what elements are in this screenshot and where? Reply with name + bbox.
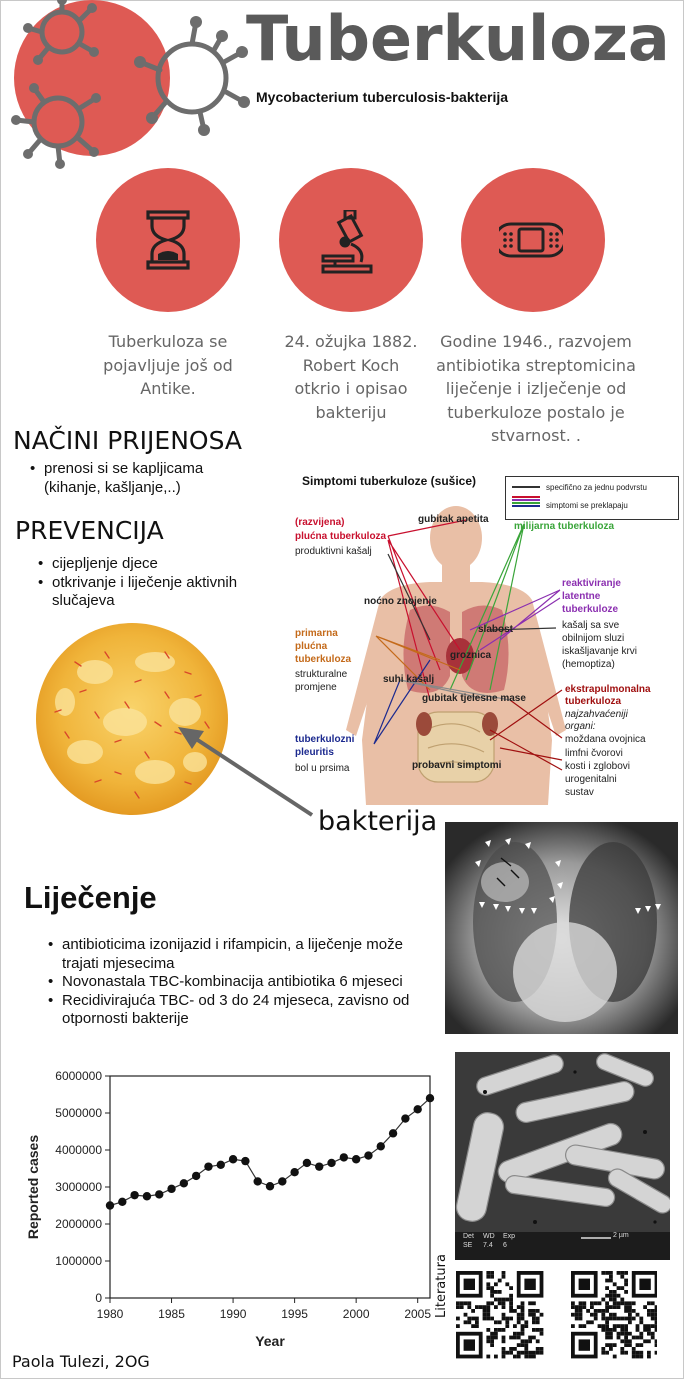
label-najzahvaceniji: najzahvaćeniji <box>565 709 628 720</box>
sem-wd: WD <box>483 1233 495 1240</box>
y-tick-label: 4000000 <box>55 1143 102 1157</box>
data-point <box>217 1161 225 1169</box>
list-item: • cijepljenje djece <box>34 555 274 574</box>
label-strukturalne: strukturalne <box>295 669 348 680</box>
x-tick-label: 1995 <box>281 1307 308 1321</box>
label-promjene: promjene <box>295 682 337 693</box>
cases-chart-svg <box>20 1062 440 1352</box>
bacteria-label: bakterija <box>318 806 438 837</box>
label-limfni: limfni čvorovi <box>565 748 623 759</box>
label-suhi: suhi kašalj <box>383 674 435 685</box>
x-tick-label: 1980 <box>96 1307 124 1321</box>
bacteria-sem-image <box>455 1052 670 1260</box>
sem-exp-value: 6 <box>503 1242 507 1249</box>
label-primarna: primarna <box>295 628 338 639</box>
data-point <box>401 1114 409 1122</box>
y-tick-label: 3000000 <box>55 1180 102 1194</box>
data-point <box>229 1155 237 1163</box>
label-produktivni: produktivni kašalj <box>295 546 372 557</box>
data-point <box>180 1179 188 1187</box>
y-tick-label: 0 <box>95 1291 102 1305</box>
chest-xray-image <box>445 822 678 1034</box>
label-bol: bol u prsima <box>295 763 350 774</box>
page-title: Tuberkuloza <box>246 2 670 75</box>
data-point <box>278 1177 286 1185</box>
label-gubitak-apetita: gubitak apetita <box>418 514 489 525</box>
data-point <box>155 1190 163 1198</box>
fact-text-history: Tuberkuloza se pojavljuje još od Antike. <box>103 332 233 398</box>
sem-exp: Exp <box>503 1233 516 1240</box>
x-tick-label: 1990 <box>219 1307 247 1321</box>
y-tick-label: 1000000 <box>55 1254 102 1268</box>
y-tick-label: 5000000 <box>55 1106 102 1120</box>
y-tick-label: 6000000 <box>55 1069 102 1083</box>
y-axis-label: Reported cases <box>25 1134 41 1240</box>
label-raz: (razvijena) <box>295 517 345 528</box>
label-pleuritis2: pleuritis <box>295 747 334 758</box>
label-ekstra: ekstrapulmonalna <box>565 684 651 695</box>
data-point <box>266 1182 274 1190</box>
x-axis-label: Year <box>255 1333 285 1349</box>
data-point <box>426 1094 434 1102</box>
sem-wd-value: 7.4 <box>483 1242 493 1249</box>
transmission-list <box>26 460 226 497</box>
fact-circle-discovery <box>279 168 423 312</box>
sem-se: SE <box>463 1242 473 1249</box>
data-point <box>315 1162 323 1170</box>
microscope-icon <box>321 210 381 274</box>
data-point <box>143 1192 151 1200</box>
legend-entry: specifično za jednu podvrstu <box>546 483 647 492</box>
data-point <box>389 1129 397 1137</box>
data-point <box>303 1159 311 1167</box>
prevention-heading: PREVENCIJA <box>15 516 164 545</box>
label-mozdana: moždana ovojnica <box>565 734 646 745</box>
data-point <box>192 1172 200 1180</box>
label-hemoptiza: (hemoptiza) <box>562 659 615 670</box>
label-iskasljavanje: iskašljavanje krvi <box>562 646 638 657</box>
label-tuberkuloza3: tuberkuloza <box>565 696 622 707</box>
data-point <box>106 1201 114 1209</box>
bandage-icon <box>499 210 563 270</box>
label-milijarna: milijarna tuberkuloza <box>514 521 615 532</box>
hourglass-icon <box>138 210 198 270</box>
sem-scale: 2 µm <box>613 1232 629 1239</box>
x-tick-label: 2000 <box>342 1307 370 1321</box>
fact-circle-antibiotics <box>461 168 605 312</box>
data-point <box>327 1159 335 1167</box>
data-point <box>364 1151 372 1159</box>
label-urogenitalni: urogenitalni <box>565 774 617 785</box>
data-point <box>118 1198 126 1206</box>
x-tick-label: 1985 <box>158 1307 185 1321</box>
label-organi: organi: <box>565 721 596 732</box>
data-point <box>167 1185 175 1193</box>
prevention-list <box>34 555 274 611</box>
list-item: • otkrivanje i liječenje aktivnih slučajeva <box>34 574 274 611</box>
data-point <box>241 1157 249 1165</box>
qr-code-icon[interactable] <box>456 1271 546 1361</box>
data-point <box>340 1153 348 1161</box>
fact-circle-history <box>96 168 240 312</box>
data-point <box>290 1168 298 1176</box>
label-probavni: probavni simptomi <box>412 760 502 771</box>
label-tuberkuloze: tuberkuloze <box>562 604 619 615</box>
qr-code-icon[interactable] <box>571 1271 657 1359</box>
list-item: • antibioticima izonijazid i rifampicin, a liječenje može trajati mjesecima <box>44 936 442 973</box>
author-name: Paola Tulezi, 2OG <box>12 1352 150 1371</box>
label-gubitak-mase: gubitak tjelesne mase <box>422 693 526 704</box>
list-item: • prenosi si se kapljicama (kihanje, kašljanje,..) <box>26 460 226 497</box>
legend-entry: simptomi se preklapaju <box>546 501 628 510</box>
sem-det: Det <box>463 1233 474 1240</box>
label-obilnijom: obilnijom sluzi <box>562 633 625 644</box>
x-tick-label: 2005 <box>404 1307 432 1321</box>
label-kasalj-sve: kašalj sa sve <box>562 620 620 631</box>
label-tuberkuloza2: tuberkuloza <box>295 654 352 665</box>
label-slabost: slabost <box>478 624 514 635</box>
data-point <box>130 1191 138 1199</box>
references-label: Literatura <box>434 1254 449 1318</box>
treatment-heading: Liječenje <box>24 880 157 915</box>
fact-text-antibiotics: Godine 1946., razvojem antibiotika streptomicina liječenje i izlječenje od tuberkuloze postalo je stvarnost. . <box>436 332 636 445</box>
label-plucna2: plućna <box>295 641 328 652</box>
transmission-heading: NAČINI PRIJENOSA <box>13 426 243 455</box>
treatment-list <box>44 936 442 1029</box>
y-tick-label: 2000000 <box>55 1217 102 1231</box>
page-subtitle: Mycobacterium tuberculosis-bakterija <box>256 89 509 105</box>
data-point <box>253 1177 261 1185</box>
label-plucna: plućna tuberkuloza <box>295 531 387 542</box>
label-groznica: groznica <box>450 650 492 661</box>
data-point <box>352 1155 360 1163</box>
label-reaktiviranje: reaktiviranje <box>562 578 621 589</box>
data-point <box>204 1162 212 1170</box>
cases-chart <box>20 1062 440 1352</box>
label-nocno: noćno znojenje <box>364 596 437 607</box>
list-item: • Recidivirajuća TBC- od 3 do 24 mjeseca, zavisno od otpornosti bakterije <box>44 992 442 1029</box>
list-item: • Novonastala TBC-kombinacija antibiotika 6 mjeseci <box>44 973 442 992</box>
diagram-title: Simptomi tuberkuloze (sušice) <box>302 474 477 488</box>
fact-text-discovery: 24. ožujka 1882. Robert Koch otkrio i opisao bakteriju <box>284 332 418 422</box>
label-latentne: latentne <box>562 591 601 602</box>
data-point <box>377 1142 385 1150</box>
virus-illustration <box>0 0 250 170</box>
label-kosti: kosti i zglobovi <box>565 761 631 772</box>
label-pleuritis1: tuberkulozni <box>295 734 355 745</box>
label-sustav: sustav <box>565 787 594 798</box>
data-point <box>413 1105 421 1113</box>
